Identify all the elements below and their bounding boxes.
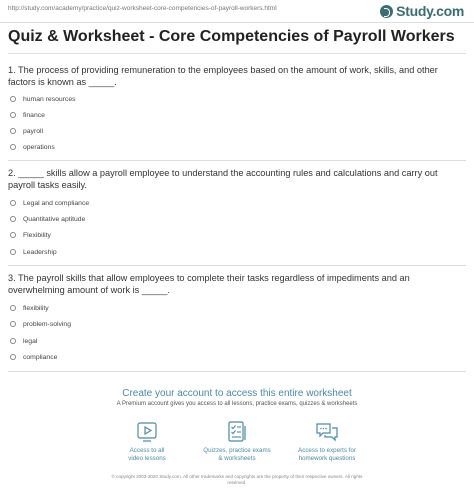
feature-experts[interactable] bbox=[282, 420, 372, 463]
page-title: Quiz & Worksheet - Core Competencies of Payroll Workers bbox=[8, 28, 455, 45]
radio-icon[interactable] bbox=[10, 96, 16, 102]
question-2-option-4[interactable]: Leadership bbox=[10, 247, 57, 257]
feature-experts-label-2: homework questions bbox=[298, 455, 356, 462]
question-1-option-3[interactable]: payroll bbox=[10, 126, 43, 136]
question-1-option-2[interactable]: finance bbox=[10, 110, 45, 120]
radio-icon[interactable] bbox=[10, 338, 16, 344]
radio-icon[interactable] bbox=[10, 305, 16, 311]
title-divider bbox=[8, 53, 466, 54]
question-2-option-3[interactable]: Flexibility bbox=[10, 230, 51, 240]
feature-quizzes-label-2: & worksheets bbox=[218, 455, 256, 462]
video-lesson-icon bbox=[135, 420, 159, 444]
study-logo-text: Study.com bbox=[396, 3, 464, 19]
question-3-option-3[interactable]: legal bbox=[10, 336, 37, 346]
question-1-option-1[interactable]: human resources bbox=[10, 94, 76, 104]
copyright-footer bbox=[0, 474, 474, 486]
question-1-option-4[interactable]: operations bbox=[10, 142, 55, 152]
question-3-option-1[interactable]: flexibility bbox=[10, 303, 49, 313]
copyright-line-2: reserved. bbox=[227, 480, 247, 485]
study-logo-icon bbox=[380, 5, 393, 18]
radio-icon[interactable] bbox=[10, 321, 16, 327]
study-logo[interactable] bbox=[380, 3, 464, 19]
feature-experts-label-1: Access to experts for bbox=[298, 447, 356, 454]
feature-quizzes-label-1: Quizzes, practice exams bbox=[203, 447, 271, 454]
radio-icon[interactable] bbox=[10, 112, 16, 118]
radio-icon[interactable] bbox=[10, 128, 16, 134]
radio-icon[interactable] bbox=[10, 216, 16, 222]
radio-icon[interactable] bbox=[10, 144, 16, 150]
question-1-text: 1. The process of providing remuneration to the employees based on the amount of work, skills, and other factors is known as _____. bbox=[8, 65, 438, 87]
browser-header bbox=[0, 0, 474, 23]
page-url[interactable]: http://study.com/academy/practice/quiz-worksheet-core-competencies-of-payroll-workers.html bbox=[8, 5, 277, 12]
radio-icon[interactable] bbox=[10, 354, 16, 360]
question-2-option-2[interactable]: Quantitative aptitude bbox=[10, 214, 85, 224]
question-divider bbox=[8, 371, 466, 372]
cta-subtitle: A Premium account gives you access to all lessons, practice exams, quizzes & worksheets bbox=[116, 401, 358, 407]
question-2-option-1[interactable]: Legal and compliance bbox=[10, 198, 89, 208]
quiz-checklist-icon bbox=[225, 420, 249, 444]
question-2-text: 2. _____ skills allow a payroll employee to understand the accounting rules and calculations and carry out payroll tasks easily. bbox=[8, 168, 438, 190]
question-3-option-2[interactable]: problem-solving bbox=[10, 319, 71, 329]
copyright-line-1: © copyright 2003-2020 Study.com. All other trademarks and copyrights are the property of their respective owners. All rights bbox=[111, 474, 363, 479]
radio-icon[interactable] bbox=[10, 249, 16, 255]
feature-video-lessons[interactable] bbox=[102, 420, 192, 463]
cta-title[interactable]: Create your account to access this entire worksheet bbox=[122, 388, 352, 399]
feature-video-label-1: Access to all bbox=[129, 447, 165, 454]
feature-video-label-2: video lessons bbox=[128, 455, 166, 462]
expert-chat-icon bbox=[315, 420, 339, 444]
question-3-text: 3. The payroll skills that allow employees to complete their tasks regardless of impediments and an overwhelming amount of work is _____. bbox=[8, 273, 410, 295]
radio-icon[interactable] bbox=[10, 232, 16, 238]
question-3-option-4[interactable]: compliance bbox=[10, 352, 57, 362]
question-divider bbox=[8, 160, 466, 161]
feature-quizzes[interactable] bbox=[192, 420, 282, 463]
question-divider bbox=[8, 265, 466, 266]
radio-icon[interactable] bbox=[10, 200, 16, 206]
